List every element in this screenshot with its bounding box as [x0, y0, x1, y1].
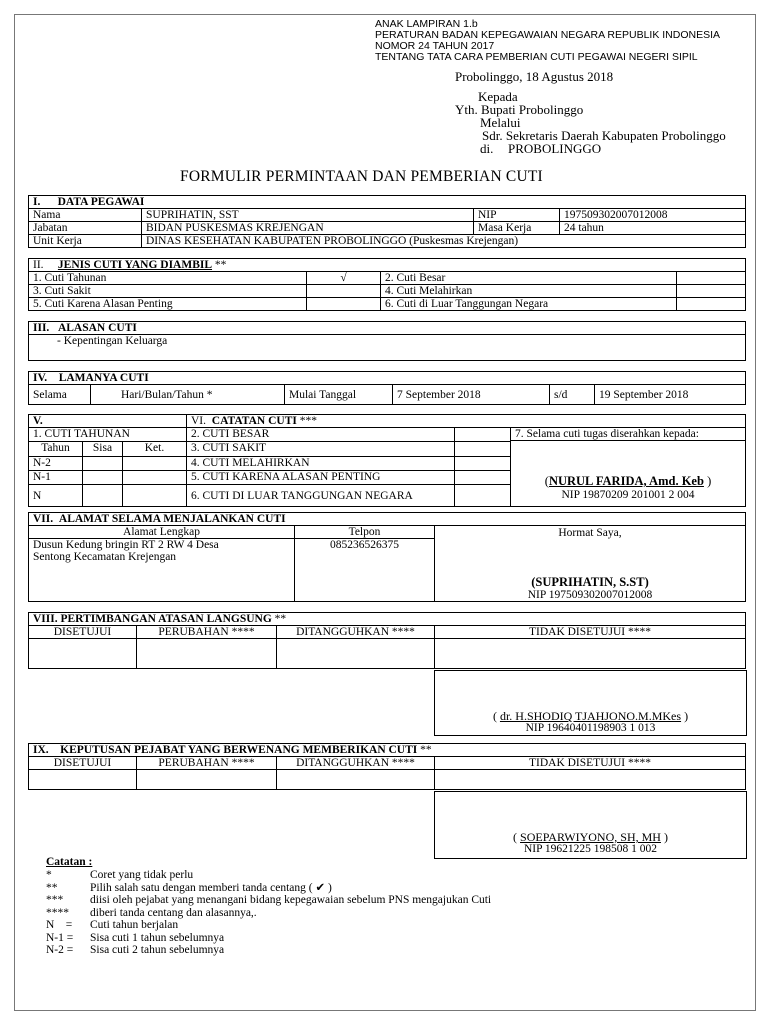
section-9-title: KEPUTUSAN PEJABAT YANG BERWENANG MEMBERIKAN CUTI	[60, 744, 418, 756]
mulai-tanggal-label: Mulai Tanggal	[285, 385, 393, 405]
note-item	[46, 869, 491, 882]
supervisor-changes-box[interactable]	[137, 639, 277, 669]
notes-title: Catatan :	[46, 856, 93, 868]
leave-option-3-check[interactable]	[307, 285, 381, 298]
note-text: Sisa cuti 2 tahun sebelumnya	[90, 944, 225, 956]
note-item	[46, 882, 491, 895]
section-data-pegawai	[28, 195, 746, 248]
cuti-besar-label: 2. CUTI BESAR	[187, 428, 455, 442]
year-row-n2: N-2	[29, 456, 83, 470]
section-4-title: LAMANYA CUTI	[58, 372, 149, 384]
duration-unit[interactable]: Hari/Bulan/Tahun *	[91, 385, 285, 405]
note-symbol: N-2 =	[46, 944, 74, 956]
sisa-n2[interactable]	[83, 456, 123, 470]
leave-option-5-check[interactable]	[307, 298, 381, 311]
melalui-label: Melalui	[480, 115, 521, 130]
section-keputusan-pejabat	[28, 743, 746, 790]
leave-option-6-check[interactable]	[677, 298, 746, 311]
note-item	[46, 907, 491, 920]
section-3-number: III.	[33, 322, 50, 334]
cuti-alasan-penting-label: 5. CUTI KARENA ALASAN PENTING	[187, 470, 455, 484]
nip-label: NIP	[474, 209, 560, 222]
delegate-close-paren: )	[703, 474, 712, 488]
nama-label: Nama	[29, 209, 142, 222]
section-lamanya-cuti	[28, 371, 746, 405]
notes-list	[46, 869, 491, 957]
section-6-mark: ***	[296, 415, 317, 427]
leave-reason[interactable]: - Kepentingan Keluarga	[29, 335, 746, 361]
official-signature-box	[434, 791, 747, 859]
note-item	[46, 894, 491, 907]
section-1-number: I.	[33, 196, 41, 208]
note-text: Sisa cuti 1 tahun sebelumnya	[90, 931, 225, 944]
official-changes-box[interactable]	[137, 770, 277, 790]
di-value: PROBOLINGGO	[508, 141, 602, 156]
nama-value[interactable]: SUPRIHATIN, SST	[142, 209, 474, 222]
supervisor-postponed-box[interactable]	[277, 639, 435, 669]
ket-n1[interactable]	[123, 470, 187, 484]
unit-kerja-label: Unit Kerja	[29, 235, 142, 248]
section-catatan-cuti	[28, 414, 746, 507]
official-nip: NIP 19621225 198508 1 002	[523, 843, 658, 855]
sisa-header: Sisa	[83, 442, 123, 456]
cuti-melahirkan-value[interactable]	[455, 456, 511, 470]
leave-option-3: 3. Cuti Sakit	[29, 285, 307, 298]
address-line-2: Sentong Kecamatan Krejengan	[33, 551, 177, 564]
note-text: Coret yang tidak perlu	[90, 869, 194, 881]
leave-option-4: 4. Cuti Melahirkan	[381, 285, 677, 298]
ket-n2[interactable]	[123, 456, 187, 470]
cuti-tahunan-label: 1. CUTI TAHUNAN	[29, 428, 187, 442]
cuti-melahirkan-label: 4. CUTI MELAHIRKAN	[187, 456, 455, 470]
official-postponed-box[interactable]	[277, 770, 435, 790]
note-text: diberi tanda centang dan alasannya,.	[90, 906, 257, 919]
section-alasan-cuti	[28, 321, 746, 361]
place-date: Probolinggo, 18 Agustus 2018	[455, 69, 614, 84]
section-3-title: ALASAN CUTI	[57, 322, 137, 334]
cuti-sakit-value[interactable]	[455, 442, 511, 456]
section-8-mark: **	[271, 613, 287, 625]
supervisor-close-paren: )	[681, 709, 689, 723]
delegate-open-paren: (	[544, 474, 549, 488]
note-symbol: N-1 =	[46, 931, 74, 944]
section-8-title: PERTIMBANGAN ATASAN LANGSUNG	[60, 613, 272, 625]
section-7-number: VII.	[33, 513, 54, 525]
note-symbol: N =	[46, 919, 73, 931]
section-3-header	[29, 322, 746, 335]
supervisor-name: dr. H.SHODIQ TJAHJONO.M.MKes	[499, 709, 682, 723]
jabatan-label: Jabatan	[29, 222, 142, 235]
official-rejected-header: TIDAK DISETUJUI ****	[435, 757, 746, 770]
year-row-n1: N-1	[29, 470, 83, 484]
supervisor-rejected-box[interactable]	[435, 639, 746, 669]
section-6-title: CATATAN CUTI	[211, 415, 297, 427]
unit-kerja-value[interactable]: DINAS KESEHATAN KABUPATEN PROBOLINGGO (Puskesmas Krejengan)	[142, 235, 746, 248]
delegate-name: NURUL FARIDA, Amd. Keb	[548, 474, 704, 488]
address-line-1: Dusun Kedung bringin RT 2 RW 4 Desa	[33, 539, 219, 552]
leave-option-4-check[interactable]	[677, 285, 746, 298]
leave-option-2-check[interactable]	[677, 272, 746, 285]
section-pertimbangan-atasan	[28, 612, 746, 669]
header-line-2: PERATURAN BADAN KEPEGAWAIAN NEGARA REPUBLIK INDONESIA	[375, 29, 721, 41]
note-text: diisi oleh pejabat yang menangani bidang kepegawaian sebelum PNS mengajukan Cuti	[90, 894, 492, 906]
via-addressee: Sdr. Sekretaris Daerah Kabupaten Probolinggo	[482, 128, 726, 143]
official-changes-header: PERUBAHAN ****	[137, 757, 277, 770]
applicant-nip: NIP 197509302007012008	[527, 589, 653, 601]
nip-value[interactable]: 197509302007012008	[560, 209, 746, 222]
masa-kerja-label: Masa Kerja	[474, 222, 560, 235]
section-5-header: V.	[29, 415, 187, 428]
year-row-n: N	[29, 485, 83, 507]
supervisor-open-paren: (	[492, 709, 500, 723]
section-9-number: IX.	[33, 744, 49, 756]
section-8-header	[29, 613, 746, 626]
section-2-mark: **	[212, 259, 227, 271]
ket-n[interactable]	[123, 485, 187, 507]
section-9-mark: **	[417, 744, 432, 756]
delegation-cell	[511, 428, 746, 507]
section-7-title: ALAMAT SELAMA MENJALANKAN CUTI	[58, 513, 286, 525]
cuti-luar-tanggungan-value[interactable]	[455, 485, 511, 507]
supervisor-changes-header: PERUBAHAN ****	[137, 626, 277, 639]
delegate-name-line	[511, 475, 745, 487]
ket-header: Ket.	[123, 442, 187, 456]
note-item	[46, 932, 491, 945]
official-rejected-box[interactable]	[435, 770, 746, 790]
section-jenis-cuti	[28, 258, 746, 311]
section-alamat	[28, 512, 746, 602]
supervisor-signature-box	[434, 670, 747, 736]
note-item	[46, 944, 491, 957]
section-2-header	[29, 259, 746, 272]
note-symbol: **	[46, 881, 58, 894]
delegation-divider	[511, 440, 745, 441]
start-date-value[interactable]: 7 September 2018	[393, 385, 550, 405]
leave-option-5: 5. Cuti Karena Alasan Penting	[29, 298, 307, 311]
sisa-n1[interactable]	[83, 470, 123, 484]
supervisor-nip: NIP 19640401198903 1 013	[525, 722, 656, 734]
section-6-number: VI.	[191, 415, 207, 427]
supervisor-approved-header: DISETUJUI	[29, 626, 137, 639]
supervisor-approved-box[interactable]	[29, 639, 137, 669]
leave-option-1-check[interactable]: √	[307, 272, 381, 285]
leave-option-1: 1. Cuti Tahunan	[29, 272, 307, 285]
note-text: Cuti tahun berjalan	[90, 919, 179, 931]
form-title: FORMULIR PERMINTAAN DAN PEMBERIAN CUTI	[180, 168, 543, 185]
header-line-1: ANAK LAMPIRAN 1.b	[375, 18, 478, 30]
section-4-header	[29, 372, 746, 385]
delegation-label: 7. Selama cuti tugas diserahkan kepada:	[515, 428, 699, 440]
hormat-saya: Hormat Saya,	[558, 527, 622, 539]
section-1-title: DATA PEGAWAI	[57, 196, 145, 208]
note-symbol: *	[46, 869, 52, 881]
official-open-paren: (	[513, 830, 521, 844]
supervisor-rejected-header: TIDAK DISETUJUI ****	[435, 626, 746, 639]
section-2-number: II.	[33, 259, 44, 271]
leave-option-6: 6. Cuti di Luar Tanggungan Negara	[381, 298, 677, 311]
section-2-title: JENIS CUTI YANG DIAMBIL	[57, 259, 213, 271]
applicant-name: (SUPRIHATIN, S.ST)	[531, 575, 649, 589]
leave-option-2: 2. Cuti Besar	[381, 272, 677, 285]
end-date-value[interactable]: 19 September 2018	[595, 385, 746, 405]
applicant-signature-cell	[435, 526, 746, 602]
official-approved-header: DISETUJUI	[29, 757, 137, 770]
alamat-header: Alamat Lengkap	[29, 526, 295, 539]
jabatan-value[interactable]: BIDAN PUSKESMAS KREJENGAN	[142, 222, 474, 235]
kepada-label: Kepada	[478, 89, 518, 104]
selama-label: Selama	[29, 385, 91, 405]
telpon-header: Telpon	[295, 526, 435, 539]
masa-kerja-value[interactable]: 24 tahun	[560, 222, 746, 235]
section-6-header	[187, 415, 746, 428]
phone-value[interactable]: 085236526375	[295, 539, 435, 602]
delegate-nip: NIP 19870209 201001 2 004	[561, 489, 695, 501]
header-line-3: NOMOR 24 TAHUN 2017	[375, 40, 495, 52]
cuti-besar-value[interactable]	[455, 428, 511, 442]
addressee: Yth. Bupati Probolinggo	[455, 102, 584, 117]
note-text: Pilih salah satu dengan memberi tanda centang ( ✔ )	[90, 881, 332, 894]
address-value[interactable]	[29, 539, 295, 602]
official-name: SOEPARWIYONO, SH, MH	[520, 830, 661, 844]
official-postponed-header: DITANGGUHKAN ****	[277, 757, 435, 770]
official-close-paren: )	[660, 830, 668, 844]
official-approved-box[interactable]	[29, 770, 137, 790]
header-line-4: TENTANG TATA CARA PEMBERIAN CUTI PEGAWAI NEGERI SIPIL	[375, 51, 698, 63]
sisa-n[interactable]	[83, 485, 123, 507]
note-item	[46, 919, 491, 932]
sd-label: s/d	[550, 385, 595, 405]
note-symbol: ****	[46, 906, 69, 919]
section-1-header	[29, 196, 746, 209]
section-9-header	[29, 744, 746, 757]
section-8-number: VIII.	[33, 613, 58, 625]
section-4-number: IV.	[33, 372, 48, 384]
tahun-header: Tahun	[29, 442, 83, 456]
cuti-luar-tanggungan-label: 6. CUTI DI LUAR TANGGUNGAN NEGARA	[187, 485, 455, 507]
di-label: di.	[480, 141, 494, 156]
cuti-sakit-label: 3. CUTI SAKIT	[187, 442, 455, 456]
section-7-header	[29, 513, 746, 526]
cuti-alasan-penting-value[interactable]	[455, 470, 511, 484]
supervisor-postponed-header: DITANGGUHKAN ****	[277, 626, 435, 639]
note-symbol: ***	[46, 894, 64, 906]
